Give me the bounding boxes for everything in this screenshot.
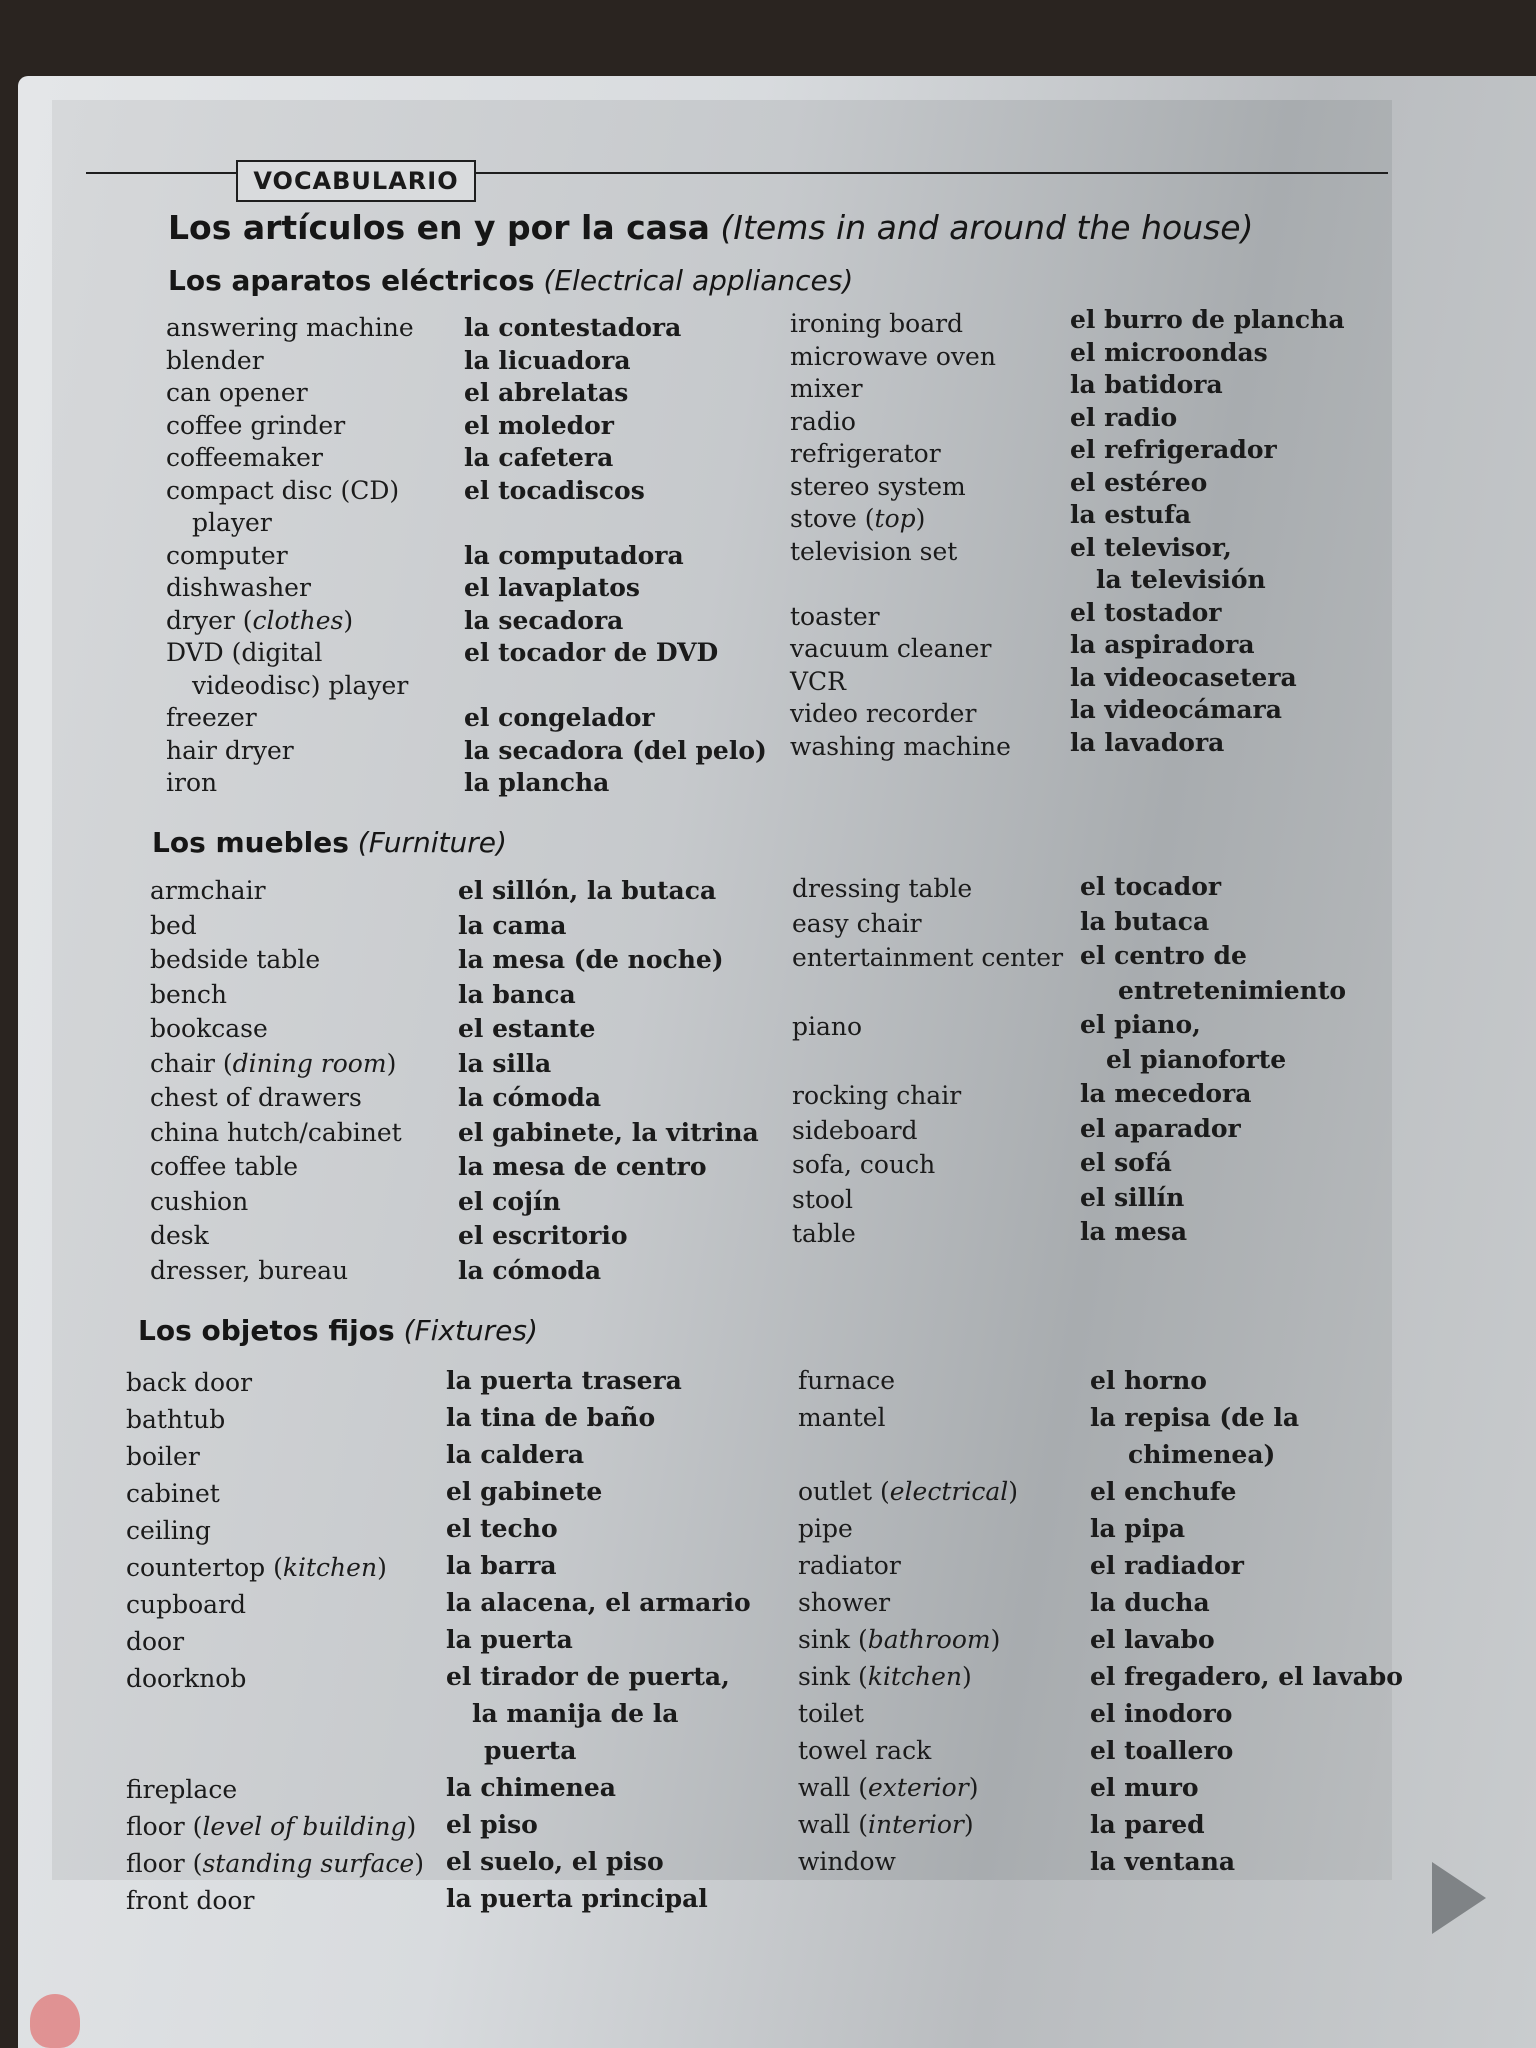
vocab-entry: refrigerator	[790, 439, 941, 468]
vocab-entry: la aspiradora	[1070, 630, 1255, 659]
vocab-entry: rocking chair	[792, 1081, 962, 1110]
vocab-entry: el escritorio	[458, 1221, 628, 1250]
vocab-entry: el fregadero, el lavabo	[1090, 1662, 1403, 1691]
vocab-entry: floor (standing surface)	[126, 1849, 424, 1878]
vocab-entry: shower	[798, 1588, 891, 1617]
title-es: Los artículos en y por la casa	[168, 208, 710, 247]
vocab-entry: el inodoro	[1090, 1699, 1233, 1728]
vocab-entry: el lavabo	[1090, 1625, 1215, 1654]
vocab-entry: toilet	[798, 1699, 864, 1728]
vocab-entry: la barra	[446, 1551, 557, 1580]
vocab-entry: toaster	[790, 601, 880, 631]
vocab-entry: furnace	[798, 1366, 896, 1395]
vocab-entry: compact disc (CD)	[166, 475, 400, 505]
vocab-entry: el suelo, el piso	[446, 1847, 664, 1876]
vocab-entry: el sillón, la butaca	[458, 876, 717, 905]
red-stain-mark	[30, 1994, 80, 2048]
vocab-entry: vacuum cleaner	[790, 634, 992, 663]
vocab-entry: towel rack	[798, 1736, 932, 1765]
vocab-entry: table	[792, 1219, 856, 1248]
vocab-entry: la alacena, el armario	[446, 1588, 751, 1617]
vocab-entry: el radiador	[1090, 1551, 1244, 1580]
vocab-entry: cushion	[150, 1186, 249, 1216]
section-title-en: (Furniture)	[357, 826, 507, 859]
vocab-entry: la puerta	[446, 1625, 573, 1654]
vocab-entry: el enchufe	[1090, 1477, 1237, 1506]
vocab-entry: la chimenea	[446, 1773, 616, 1802]
vocab-entry: el tocador de DVD	[464, 638, 719, 667]
vocab-entry: el piano,	[1080, 1010, 1201, 1039]
vocab-entry: la secadora (del pelo)	[464, 735, 767, 765]
vocab-entry: microwave oven	[790, 341, 996, 371]
vocab-entry: VCR	[790, 666, 847, 696]
appliances-col2-english	[790, 308, 1011, 763]
vocab-entry: player	[192, 508, 272, 537]
vocab-entry: desk	[150, 1221, 209, 1250]
vocab-entry: el televisor,	[1070, 532, 1232, 562]
furniture-col2-spanish	[1080, 870, 1346, 1250]
vocab-entry: piano	[792, 1012, 863, 1041]
vocab-entry: el gabinete	[446, 1477, 603, 1506]
vocab-entry: la puerta principal	[446, 1884, 708, 1913]
vocab-entry: bed	[150, 910, 197, 940]
vocab-entry: la butaca	[1080, 906, 1210, 936]
vocab-entry: la cómoda	[458, 1255, 602, 1285]
vocab-entry: el centro de	[1080, 941, 1247, 970]
vocab-entry: el congelador	[464, 703, 655, 732]
vocab-entry: iron	[166, 768, 218, 797]
vocab-entry: mixer	[790, 374, 863, 403]
vocab-entry: back door	[126, 1368, 253, 1397]
vocab-entry: doorknob	[126, 1664, 247, 1693]
next-page-arrow-icon	[1432, 1862, 1486, 1934]
appliances-col1-english	[166, 312, 414, 800]
fixtures-col2-spanish	[1090, 1362, 1403, 1880]
section-title-en: (Fixtures)	[403, 1314, 538, 1347]
vocab-entry: ironing board	[790, 309, 964, 338]
vocab-entry: el burro de plancha	[1070, 305, 1345, 334]
vocab-entry: la licuadora	[464, 345, 631, 375]
vocab-entry	[126, 1734, 424, 1771]
vocab-entry: el microondas	[1070, 337, 1268, 367]
vocab-entry: el toallero	[1090, 1736, 1234, 1765]
vocab-entry: sideboard	[792, 1115, 918, 1145]
vocab-entry: fireplace	[126, 1775, 238, 1804]
vocab-entry: la caldera	[446, 1440, 585, 1469]
vocab-entry: coffeemaker	[166, 443, 323, 472]
vocab-entry: sink (kitchen)	[798, 1662, 972, 1691]
fixtures-col1-english	[126, 1364, 424, 1919]
vocab-entry: el aparador	[1080, 1113, 1241, 1143]
vocab-entry: la mesa (de noche)	[458, 945, 724, 974]
vocab-entry: el tocador	[1080, 872, 1222, 901]
vocab-entry: el sillín	[1080, 1182, 1185, 1212]
vocab-entry: la tina de baño	[446, 1403, 656, 1432]
vocab-entry: cabinet	[126, 1479, 220, 1508]
appliances-col1-spanish	[464, 312, 767, 800]
vocab-entry: el pianoforte	[1106, 1044, 1287, 1074]
vocab-entry: mantel	[798, 1403, 886, 1432]
vocab-entry: el gabinete, la vitrina	[458, 1117, 759, 1147]
vocab-entry	[792, 1045, 1063, 1080]
vocab-entry: DVD (digital	[166, 638, 323, 667]
vocab-entry: la cómoda	[458, 1083, 602, 1112]
vocab-entry: dryer (clothes)	[166, 605, 354, 635]
vocab-entry: la plancha	[464, 768, 610, 797]
section-title-en: (Electrical appliances)	[543, 264, 854, 297]
vocab-entry: la pared	[1090, 1810, 1205, 1839]
vocab-entry: el estéreo	[1070, 467, 1208, 497]
vocab-entry: la televisión	[1096, 565, 1266, 594]
vocab-entry: blender	[166, 345, 264, 375]
section-title-es: Los muebles	[152, 826, 349, 859]
vocab-entry: la pipa	[1090, 1514, 1186, 1543]
vocab-entry: la contestadora	[464, 313, 682, 342]
section-title-es: Los objetos fijos	[138, 1314, 395, 1347]
vocab-entry: bedside table	[150, 945, 321, 974]
vocab-entry: entertainment center	[792, 943, 1064, 972]
vocab-entry	[792, 976, 1063, 1011]
vocab-entry: door	[126, 1627, 185, 1656]
vocab-entry: outlet (electrical)	[798, 1477, 1018, 1506]
appliances-col2-spanish	[1070, 304, 1345, 759]
vocab-entry: el techo	[446, 1514, 558, 1543]
vocab-entry: chest of drawers	[150, 1083, 362, 1112]
vocab-entry: el tirador de puerta,	[446, 1662, 730, 1691]
vocabulary-tab: VOCABULARIO	[236, 160, 476, 202]
section-title-furniture	[152, 826, 507, 859]
vocab-entry: el estante	[458, 1014, 596, 1043]
vocab-entry: television set	[790, 536, 958, 566]
vocab-entry: el tocadiscos	[464, 475, 645, 505]
vocab-entry: el moledor	[464, 410, 614, 440]
fixtures-col2-english	[798, 1362, 1018, 1880]
vocab-entry: dishwasher	[166, 573, 311, 602]
vocab-entry	[464, 670, 767, 703]
vocab-entry: la batidora	[1070, 370, 1223, 399]
vocab-entry: dresser, bureau	[150, 1255, 349, 1285]
vocab-entry: la ducha	[1090, 1588, 1210, 1617]
vocab-entry: la silla	[458, 1048, 552, 1078]
vocab-entry: la estufa	[1070, 500, 1192, 529]
vocab-entry: el refrigerador	[1070, 435, 1277, 464]
vocab-entry: la cafetera	[464, 443, 614, 472]
vocab-entry: computer	[166, 540, 288, 570]
vocab-entry: la mesa	[1080, 1217, 1188, 1246]
vocab-entry: bookcase	[150, 1014, 268, 1043]
vocab-entry: la secadora	[464, 605, 624, 635]
vocab-entry: wall (exterior)	[798, 1773, 979, 1802]
vocab-entry: video recorder	[790, 699, 977, 728]
vocab-entry: coffee table	[150, 1152, 299, 1181]
vocab-entry: front door	[126, 1886, 255, 1915]
vocab-entry: sink (bathroom)	[798, 1625, 1001, 1654]
vocab-entry: washing machine	[790, 731, 1011, 761]
vocab-entry: el muro	[1090, 1773, 1199, 1802]
vocab-entry: freezer	[166, 703, 257, 732]
vocab-entry: el radio	[1070, 402, 1178, 432]
vocab-entry: bench	[150, 979, 228, 1009]
vocab-entry: armchair	[150, 876, 266, 905]
vocab-entry	[790, 568, 1011, 601]
vocab-entry: sofa, couch	[792, 1150, 936, 1179]
vocab-entry: la videocámara	[1070, 695, 1282, 724]
vocab-entry: el horno	[1090, 1366, 1207, 1395]
vocab-entry: la ventana	[1090, 1847, 1236, 1876]
vocab-entry: countertop (kitchen)	[126, 1553, 387, 1582]
vocab-entry: la cama	[458, 910, 567, 940]
vocab-entry: el abrelatas	[464, 378, 629, 407]
vocab-entry: ceiling	[126, 1516, 211, 1545]
vocab-entry: entretenimiento	[1118, 975, 1347, 1005]
vocab-entry: china hutch/cabinet	[150, 1117, 402, 1147]
vocab-entry: floor (level of building)	[126, 1812, 417, 1841]
vocab-entry: window	[798, 1847, 896, 1876]
vocab-entry: pipe	[798, 1514, 853, 1543]
vocab-entry: wall (interior)	[798, 1810, 974, 1839]
page-title	[168, 208, 1388, 247]
vocab-entry: easy chair	[792, 908, 922, 938]
vocab-entry: la computadora	[464, 540, 684, 570]
vocab-entry: dressing table	[792, 874, 973, 903]
vocab-entry: el lavaplatos	[464, 573, 641, 602]
vocab-entry: el piso	[446, 1810, 538, 1839]
vocab-entry: el cojín	[458, 1186, 561, 1216]
fixtures-col1-spanish	[446, 1362, 751, 1917]
vocab-entry: la lavadora	[1070, 727, 1225, 757]
vocab-entry	[798, 1436, 1018, 1473]
vocab-entry: stool	[792, 1184, 853, 1214]
furniture-col2-english	[792, 872, 1063, 1252]
vocab-entry: stereo system	[790, 471, 966, 501]
vocab-entry: chair (dining room)	[150, 1048, 397, 1078]
vocab-entry: coffee grinder	[166, 410, 346, 440]
vocab-entry: radio	[790, 406, 856, 436]
title-en: (Items in and around the house)	[720, 208, 1254, 247]
vocab-entry: chimenea)	[1128, 1440, 1276, 1469]
furniture-col1-english	[150, 874, 402, 1288]
vocab-entry: puerta	[484, 1736, 577, 1765]
vocab-entry: la mecedora	[1080, 1079, 1252, 1108]
section-title-appliances	[168, 264, 853, 297]
vocab-entry: la manija de la	[472, 1699, 679, 1728]
vocab-entry: la mesa de centro	[458, 1152, 707, 1181]
section-title-fixtures	[138, 1314, 538, 1347]
vocab-entry: bathtub	[126, 1405, 226, 1434]
vocab-entry: el sofá	[1080, 1148, 1172, 1177]
vocab-entry: cupboard	[126, 1590, 247, 1619]
vocab-entry: answering machine	[166, 313, 414, 342]
vocab-entry: la banca	[458, 979, 576, 1009]
vocab-entry: radiator	[798, 1551, 901, 1580]
vocab-entry: videodisc) player	[192, 670, 409, 700]
furniture-col1-spanish	[458, 874, 759, 1288]
vocab-entry	[126, 1697, 424, 1734]
vocab-entry: la videocasetera	[1070, 662, 1297, 692]
vocab-entry	[464, 507, 767, 540]
section-title-es: Los aparatos eléctricos	[168, 264, 535, 297]
vocab-entry: la puerta trasera	[446, 1366, 682, 1395]
vocab-entry: hair dryer	[166, 735, 294, 765]
vocab-entry: el tostador	[1070, 597, 1222, 627]
vocab-entry: stove (top)	[790, 504, 926, 533]
vocab-entry: can opener	[166, 378, 308, 407]
vocab-entry: la repisa (de la	[1090, 1403, 1300, 1432]
vocab-entry: boiler	[126, 1442, 200, 1471]
